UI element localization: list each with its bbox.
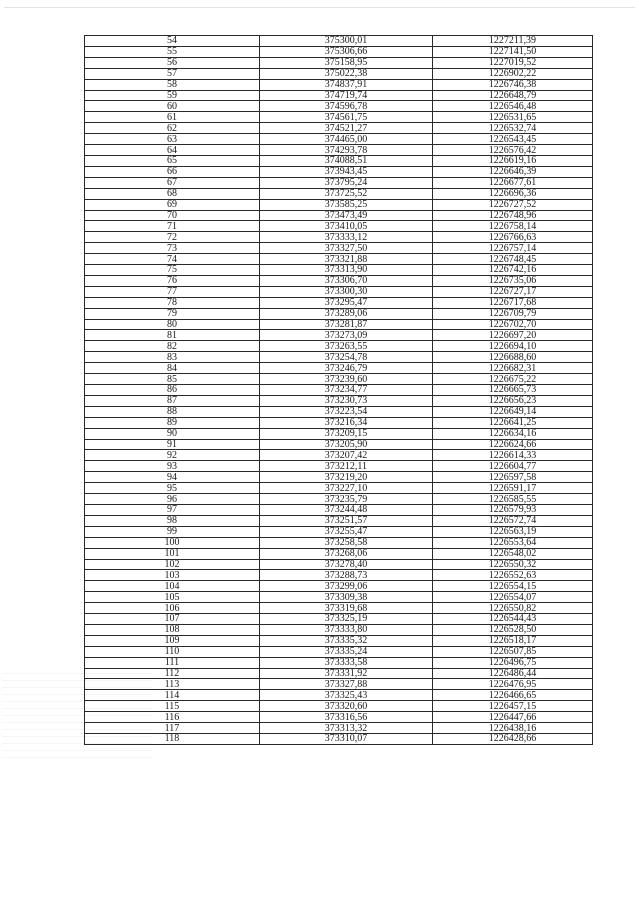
y-coordinate-cell: 1226548,02 (433, 548, 593, 559)
x-coordinate-cell: 373235,79 (260, 494, 433, 505)
y-coordinate-cell: 1226476,95 (433, 679, 593, 690)
table-row (85, 657, 593, 668)
y-coordinate-cell: 1226727,52 (433, 199, 593, 210)
point-number-cell: 111 (85, 657, 260, 668)
x-coordinate-cell: 373205,90 (260, 439, 433, 450)
point-number-cell: 95 (85, 483, 260, 494)
y-coordinate-cell: 1226641,25 (433, 417, 593, 428)
x-coordinate-cell: 373219,20 (260, 472, 433, 483)
y-coordinate-cell: 1226665,73 (433, 385, 593, 396)
table-row (85, 46, 593, 57)
table-row (85, 504, 593, 515)
y-coordinate-cell: 1226649,14 (433, 406, 593, 417)
x-coordinate-cell: 373223,54 (260, 406, 433, 417)
y-coordinate-cell: 1227141,50 (433, 46, 593, 57)
y-coordinate-cell: 1226447,66 (433, 712, 593, 723)
point-number-cell: 56 (85, 57, 260, 68)
y-coordinate-cell: 1226528,50 (433, 624, 593, 635)
point-number-cell: 86 (85, 385, 260, 396)
point-number-cell: 74 (85, 254, 260, 265)
point-number-cell: 58 (85, 79, 260, 90)
point-number-cell: 84 (85, 363, 260, 374)
table-row (85, 734, 593, 745)
point-number-cell: 110 (85, 646, 260, 657)
x-coordinate-cell: 373943,45 (260, 166, 433, 177)
x-coordinate-cell: 373212,11 (260, 461, 433, 472)
point-number-cell: 89 (85, 417, 260, 428)
point-number-cell: 63 (85, 134, 260, 145)
table-row (85, 166, 593, 177)
x-coordinate-cell: 373244,48 (260, 504, 433, 515)
table-row (85, 286, 593, 297)
point-number-cell: 67 (85, 177, 260, 188)
x-coordinate-cell: 373795,24 (260, 177, 433, 188)
point-number-cell: 77 (85, 286, 260, 297)
y-coordinate-cell: 1226576,42 (433, 145, 593, 156)
y-coordinate-cell: 1226682,31 (433, 363, 593, 374)
point-number-cell: 64 (85, 145, 260, 156)
point-number-cell: 107 (85, 614, 260, 625)
point-number-cell: 97 (85, 504, 260, 515)
point-number-cell: 92 (85, 450, 260, 461)
x-coordinate-cell: 373325,43 (260, 690, 433, 701)
point-number-cell: 93 (85, 461, 260, 472)
y-coordinate-cell: 1226758,14 (433, 221, 593, 232)
y-coordinate-cell: 1226675,22 (433, 374, 593, 385)
x-coordinate-cell: 373321,88 (260, 254, 433, 265)
x-coordinate-cell: 373230,73 (260, 395, 433, 406)
y-coordinate-cell: 1226457,15 (433, 701, 593, 712)
table-row (85, 526, 593, 537)
point-number-cell: 60 (85, 101, 260, 112)
y-coordinate-cell: 1226648,79 (433, 90, 593, 101)
point-number-cell: 82 (85, 341, 260, 352)
y-coordinate-cell: 1226572,74 (433, 515, 593, 526)
y-coordinate-cell: 1226553,64 (433, 537, 593, 548)
x-coordinate-cell: 374465,00 (260, 134, 433, 145)
table-row (85, 581, 593, 592)
table-row (85, 134, 593, 145)
y-coordinate-cell: 1226717,68 (433, 297, 593, 308)
point-number-cell: 79 (85, 308, 260, 319)
point-number-cell: 81 (85, 330, 260, 341)
y-coordinate-cell: 1226757,14 (433, 243, 593, 254)
table-row (85, 701, 593, 712)
y-coordinate-cell: 1226634,16 (433, 428, 593, 439)
x-coordinate-cell: 373258,58 (260, 537, 433, 548)
x-coordinate-cell: 374521,27 (260, 123, 433, 134)
point-number-cell: 117 (85, 723, 260, 734)
table-row (85, 417, 593, 428)
table-row (85, 374, 593, 385)
x-coordinate-cell: 373333,58 (260, 657, 433, 668)
x-coordinate-cell: 373268,06 (260, 548, 433, 559)
x-coordinate-cell: 373263,55 (260, 341, 433, 352)
point-number-cell: 105 (85, 592, 260, 603)
coordinates-table (84, 35, 593, 745)
table-row (85, 155, 593, 166)
x-coordinate-cell: 373313,32 (260, 723, 433, 734)
point-number-cell: 83 (85, 352, 260, 363)
y-coordinate-cell: 1226518,17 (433, 635, 593, 646)
x-coordinate-cell: 373278,40 (260, 559, 433, 570)
y-coordinate-cell: 1226563,19 (433, 526, 593, 537)
x-coordinate-cell: 375158,95 (260, 57, 433, 68)
x-coordinate-cell: 375306,66 (260, 46, 433, 57)
y-coordinate-cell: 1226466,65 (433, 690, 593, 701)
table-row (85, 428, 593, 439)
table-row (85, 690, 593, 701)
y-coordinate-cell: 1226486,44 (433, 668, 593, 679)
table-row (85, 439, 593, 450)
y-coordinate-cell: 1226532,74 (433, 123, 593, 134)
x-coordinate-cell: 373320,60 (260, 701, 433, 712)
y-coordinate-cell: 1226544,43 (433, 614, 593, 625)
point-number-cell: 90 (85, 428, 260, 439)
table-row (85, 308, 593, 319)
x-coordinate-cell: 373319,68 (260, 603, 433, 614)
x-coordinate-cell: 373251,57 (260, 515, 433, 526)
table-row (85, 145, 593, 156)
table-row (85, 450, 593, 461)
table-row (85, 297, 593, 308)
y-coordinate-cell: 1226591,17 (433, 483, 593, 494)
x-coordinate-cell: 373325,19 (260, 614, 433, 625)
x-coordinate-cell: 373310,07 (260, 734, 433, 745)
point-number-cell: 118 (85, 734, 260, 745)
point-number-cell: 106 (85, 603, 260, 614)
point-number-cell: 91 (85, 439, 260, 450)
y-coordinate-cell: 1226550,32 (433, 559, 593, 570)
point-number-cell: 116 (85, 712, 260, 723)
table-row (85, 537, 593, 548)
table-row (85, 254, 593, 265)
y-coordinate-cell: 1226656,23 (433, 395, 593, 406)
point-number-cell: 76 (85, 275, 260, 286)
table-row (85, 36, 593, 47)
table-row (85, 341, 593, 352)
y-coordinate-cell: 1226619,16 (433, 155, 593, 166)
table-row (85, 406, 593, 417)
x-coordinate-cell: 373327,50 (260, 243, 433, 254)
point-number-cell: 112 (85, 668, 260, 679)
x-coordinate-cell: 373306,70 (260, 275, 433, 286)
table-row (85, 112, 593, 123)
table-row (85, 68, 593, 79)
y-coordinate-cell: 1226677,61 (433, 177, 593, 188)
page-top-edge (4, 7, 635, 8)
y-coordinate-cell: 1226727,17 (433, 286, 593, 297)
coordinates-table-body (85, 36, 593, 745)
y-coordinate-cell: 1227019,52 (433, 57, 593, 68)
y-coordinate-cell: 1226694,10 (433, 341, 593, 352)
y-coordinate-cell: 1226428,66 (433, 734, 593, 745)
table-row (85, 177, 593, 188)
y-coordinate-cell: 1226604,77 (433, 461, 593, 472)
x-coordinate-cell: 374088,51 (260, 155, 433, 166)
table-row (85, 624, 593, 635)
x-coordinate-cell: 373333,12 (260, 232, 433, 243)
point-number-cell: 72 (85, 232, 260, 243)
table-row (85, 221, 593, 232)
x-coordinate-cell: 373246,79 (260, 363, 433, 374)
table-row (85, 385, 593, 396)
table-row (85, 472, 593, 483)
point-number-cell: 78 (85, 297, 260, 308)
table-row (85, 265, 593, 276)
point-number-cell: 54 (85, 36, 260, 47)
point-number-cell: 88 (85, 406, 260, 417)
y-coordinate-cell: 1226735,06 (433, 275, 593, 286)
table-row (85, 199, 593, 210)
y-coordinate-cell: 1227211,39 (433, 36, 593, 47)
table-row (85, 79, 593, 90)
y-coordinate-cell: 1226709,79 (433, 308, 593, 319)
x-coordinate-cell: 373300,30 (260, 286, 433, 297)
point-number-cell: 109 (85, 635, 260, 646)
table-row (85, 319, 593, 330)
y-coordinate-cell: 1226646,39 (433, 166, 593, 177)
point-number-cell: 73 (85, 243, 260, 254)
y-coordinate-cell: 1226766,63 (433, 232, 593, 243)
point-number-cell: 87 (85, 395, 260, 406)
point-number-cell: 102 (85, 559, 260, 570)
point-number-cell: 85 (85, 374, 260, 385)
y-coordinate-cell: 1226702,70 (433, 319, 593, 330)
y-coordinate-cell: 1226550,82 (433, 603, 593, 614)
x-coordinate-cell: 375300,01 (260, 36, 433, 47)
table-row (85, 515, 593, 526)
y-coordinate-cell: 1226696,36 (433, 188, 593, 199)
point-number-cell: 55 (85, 46, 260, 57)
point-number-cell: 57 (85, 68, 260, 79)
table-row (85, 352, 593, 363)
table-row (85, 559, 593, 570)
point-number-cell: 70 (85, 210, 260, 221)
x-coordinate-cell: 374561,75 (260, 112, 433, 123)
table-row (85, 679, 593, 690)
y-coordinate-cell: 1226554,07 (433, 592, 593, 603)
point-number-cell: 108 (85, 624, 260, 635)
point-number-cell: 66 (85, 166, 260, 177)
point-number-cell: 94 (85, 472, 260, 483)
point-number-cell: 104 (85, 581, 260, 592)
x-coordinate-cell: 373316,56 (260, 712, 433, 723)
table-row (85, 570, 593, 581)
point-number-cell: 115 (85, 701, 260, 712)
table-row (85, 210, 593, 221)
table-row (85, 483, 593, 494)
x-coordinate-cell: 373273,09 (260, 330, 433, 341)
table-row (85, 123, 593, 134)
x-coordinate-cell: 373255,47 (260, 526, 433, 537)
x-coordinate-cell: 373333,80 (260, 624, 433, 635)
x-coordinate-cell: 373335,32 (260, 635, 433, 646)
point-number-cell: 68 (85, 188, 260, 199)
y-coordinate-cell: 1226748,45 (433, 254, 593, 265)
table-row (85, 646, 593, 657)
x-coordinate-cell: 373254,78 (260, 352, 433, 363)
table-row (85, 275, 593, 286)
y-coordinate-cell: 1226543,45 (433, 134, 593, 145)
y-coordinate-cell: 1226748,96 (433, 210, 593, 221)
table-row (85, 668, 593, 679)
x-coordinate-cell: 373309,38 (260, 592, 433, 603)
table-row (85, 603, 593, 614)
point-number-cell: 62 (85, 123, 260, 134)
point-number-cell: 101 (85, 548, 260, 559)
x-coordinate-cell: 374837,91 (260, 79, 433, 90)
x-coordinate-cell: 373281,87 (260, 319, 433, 330)
point-number-cell: 96 (85, 494, 260, 505)
point-number-cell: 59 (85, 90, 260, 101)
table-row (85, 592, 593, 603)
y-coordinate-cell: 1226531,65 (433, 112, 593, 123)
x-coordinate-cell: 373234,77 (260, 385, 433, 396)
point-number-cell: 75 (85, 265, 260, 276)
x-coordinate-cell: 373239,60 (260, 374, 433, 385)
x-coordinate-cell: 374293,78 (260, 145, 433, 156)
point-number-cell: 99 (85, 526, 260, 537)
x-coordinate-cell: 373410,05 (260, 221, 433, 232)
point-number-cell: 103 (85, 570, 260, 581)
x-coordinate-cell: 373209,15 (260, 428, 433, 439)
y-coordinate-cell: 1226546,48 (433, 101, 593, 112)
table-row (85, 363, 593, 374)
x-coordinate-cell: 374719,74 (260, 90, 433, 101)
y-coordinate-cell: 1226746,38 (433, 79, 593, 90)
x-coordinate-cell: 373335,24 (260, 646, 433, 657)
x-coordinate-cell: 373331,92 (260, 668, 433, 679)
point-number-cell: 71 (85, 221, 260, 232)
y-coordinate-cell: 1226579,93 (433, 504, 593, 515)
y-coordinate-cell: 1226585,55 (433, 494, 593, 505)
table-row (85, 243, 593, 254)
x-coordinate-cell: 373299,06 (260, 581, 433, 592)
y-coordinate-cell: 1226507,85 (433, 646, 593, 657)
point-number-cell: 65 (85, 155, 260, 166)
table-row (85, 395, 593, 406)
y-coordinate-cell: 1226554,15 (433, 581, 593, 592)
point-number-cell: 114 (85, 690, 260, 701)
x-coordinate-cell: 373295,47 (260, 297, 433, 308)
y-coordinate-cell: 1226614,33 (433, 450, 593, 461)
x-coordinate-cell: 373289,06 (260, 308, 433, 319)
table-row (85, 232, 593, 243)
y-coordinate-cell: 1226742,16 (433, 265, 593, 276)
table-row (85, 723, 593, 734)
table-row (85, 330, 593, 341)
point-number-cell: 61 (85, 112, 260, 123)
x-coordinate-cell: 373313,90 (260, 265, 433, 276)
table-row (85, 188, 593, 199)
point-number-cell: 80 (85, 319, 260, 330)
table-row (85, 90, 593, 101)
x-coordinate-cell: 374596,78 (260, 101, 433, 112)
point-number-cell: 98 (85, 515, 260, 526)
table-row (85, 101, 593, 112)
table-row (85, 614, 593, 625)
x-coordinate-cell: 373473,49 (260, 210, 433, 221)
table-row (85, 712, 593, 723)
table-row (85, 494, 593, 505)
y-coordinate-cell: 1226902,22 (433, 68, 593, 79)
table-row (85, 461, 593, 472)
table-row (85, 57, 593, 68)
x-coordinate-cell: 373288,73 (260, 570, 433, 581)
x-coordinate-cell: 373207,42 (260, 450, 433, 461)
x-coordinate-cell: 373227,10 (260, 483, 433, 494)
table-row (85, 548, 593, 559)
point-number-cell: 100 (85, 537, 260, 548)
y-coordinate-cell: 1226496,75 (433, 657, 593, 668)
table-row (85, 635, 593, 646)
y-coordinate-cell: 1226688,60 (433, 352, 593, 363)
point-number-cell: 113 (85, 679, 260, 690)
y-coordinate-cell: 1226697,20 (433, 330, 593, 341)
y-coordinate-cell: 1226597,58 (433, 472, 593, 483)
y-coordinate-cell: 1226438,16 (433, 723, 593, 734)
x-coordinate-cell: 373585,25 (260, 199, 433, 210)
x-coordinate-cell: 373216,34 (260, 417, 433, 428)
x-coordinate-cell: 375022,38 (260, 68, 433, 79)
x-coordinate-cell: 373327,88 (260, 679, 433, 690)
x-coordinate-cell: 373725,52 (260, 188, 433, 199)
point-number-cell: 69 (85, 199, 260, 210)
y-coordinate-cell: 1226624,66 (433, 439, 593, 450)
y-coordinate-cell: 1226552,63 (433, 570, 593, 581)
